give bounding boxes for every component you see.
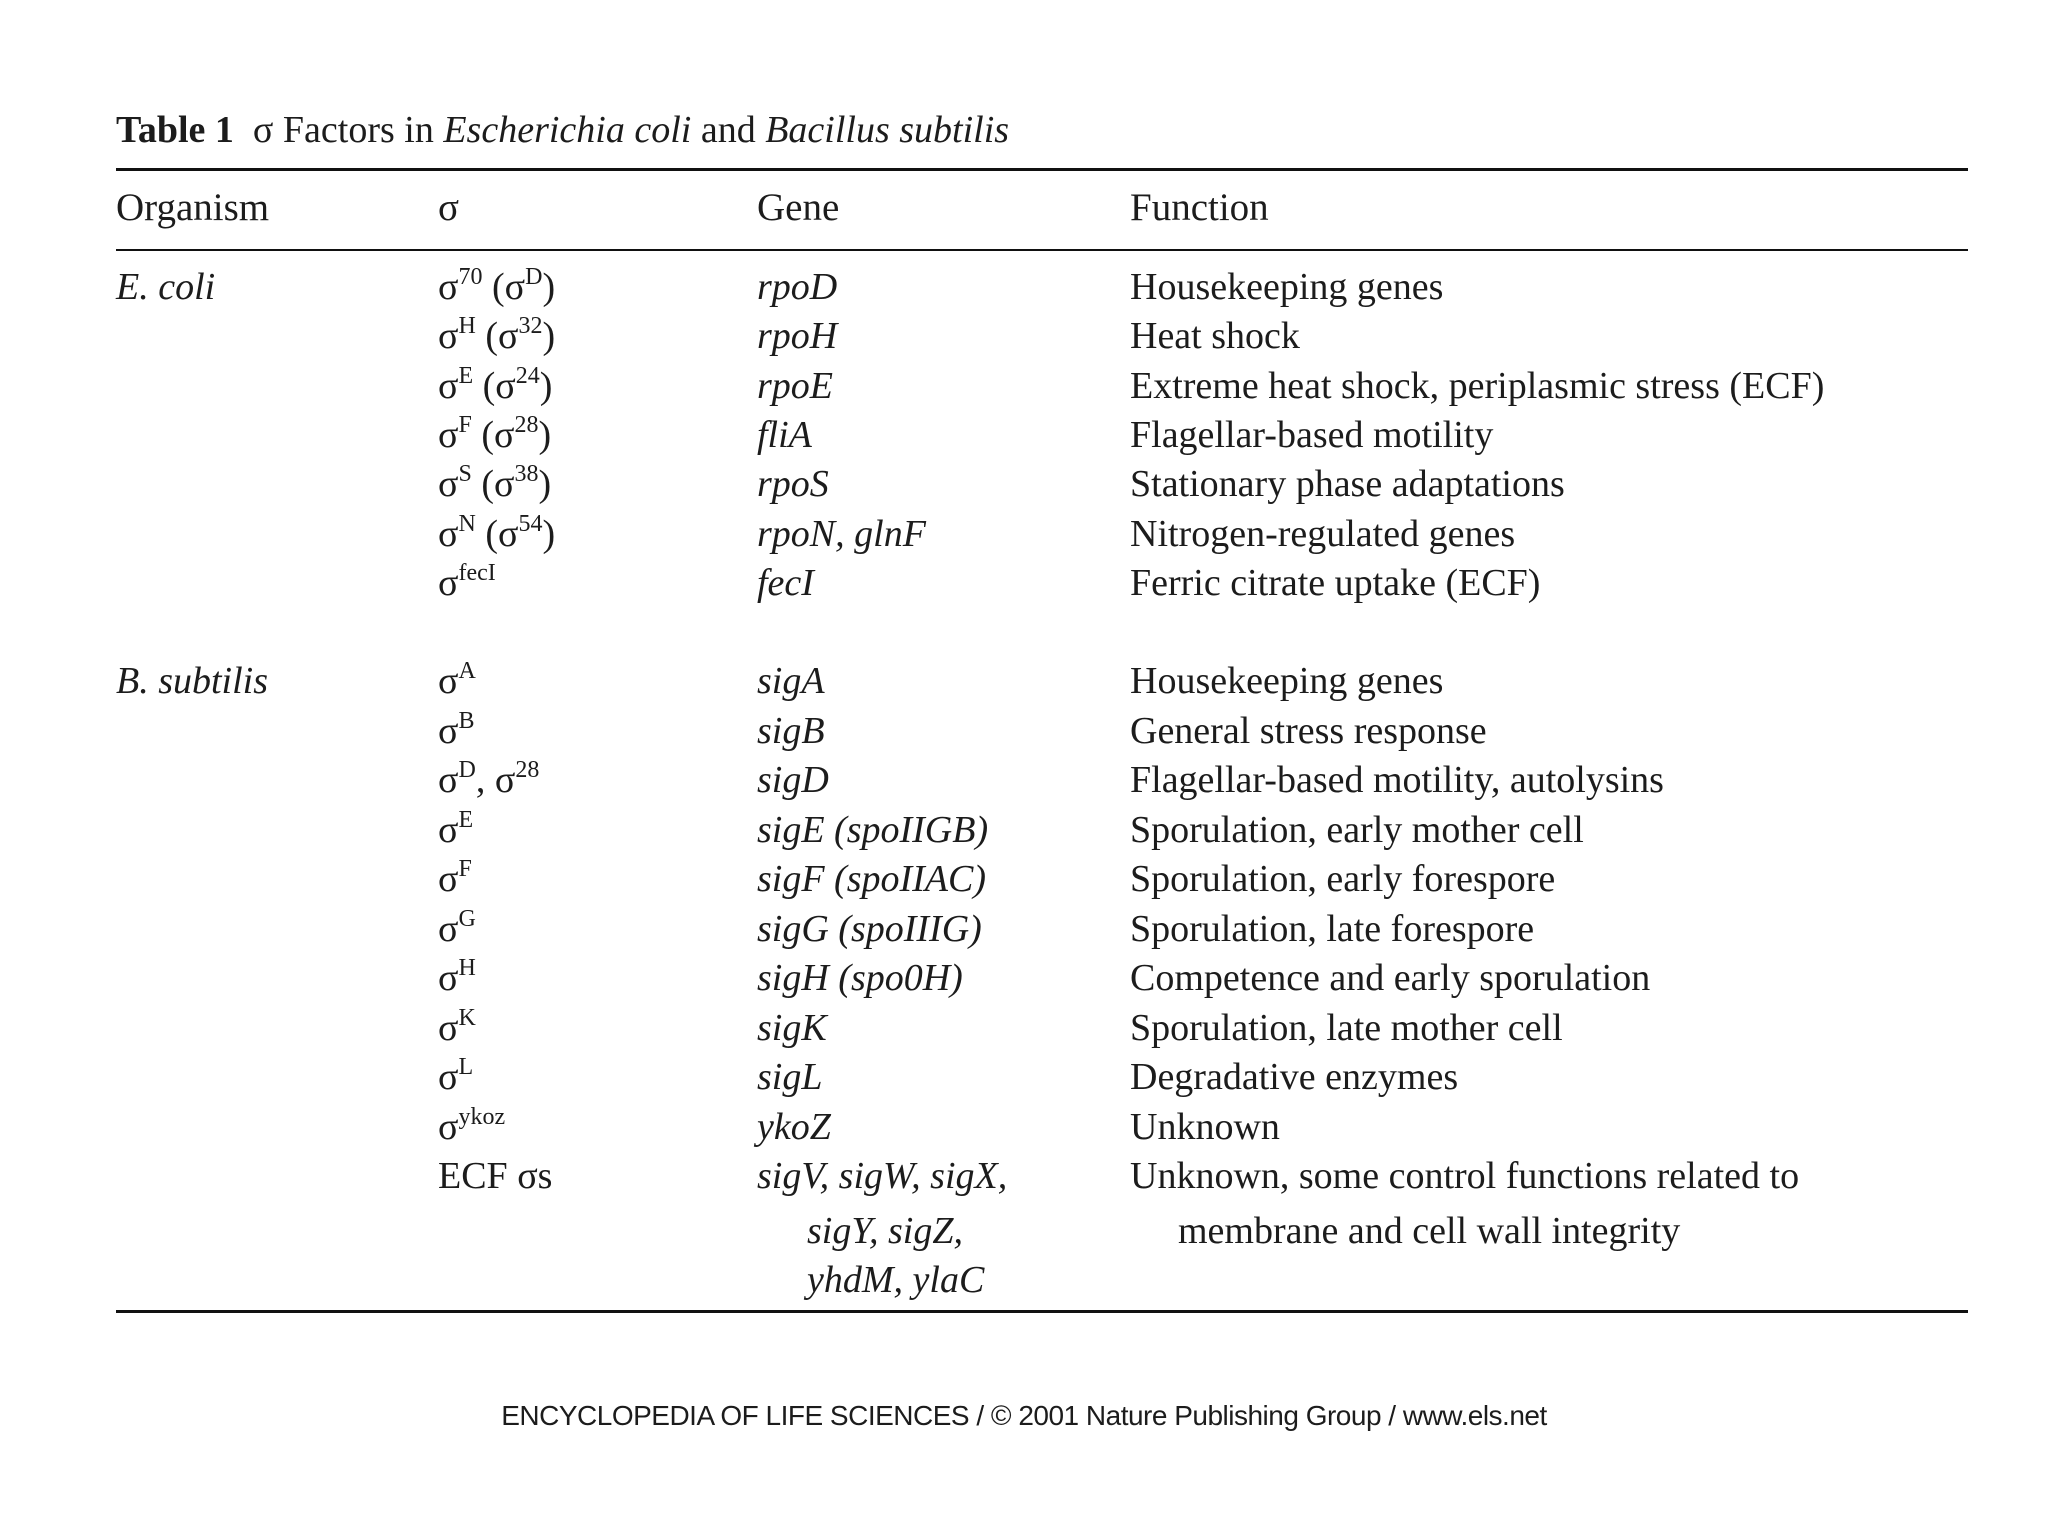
sigma-cell: [438, 956, 476, 1000]
sigma-cell: [438, 413, 551, 457]
sigma-alt-name: (σ: [475, 512, 519, 555]
gene-cell: rpoS: [757, 463, 829, 506]
gene-continuation-2: yhdM, ylaC: [807, 1259, 985, 1301]
gene-cell: ykoZ: [757, 1105, 831, 1148]
gene-cell: sigB: [757, 709, 825, 752]
function-cell: Flagellar-based motility: [1130, 413, 1494, 456]
function-cell: Degradative enzymes: [1130, 1056, 1459, 1098]
gene-cell: sigL: [757, 1056, 823, 1098]
sigma-symbol: σ: [438, 561, 459, 604]
sigma-alt-name: (σ: [471, 463, 515, 506]
sigma-superscript: F: [458, 856, 472, 882]
function-cell: Extreme heat shock, periplasmic stress (ECF): [1130, 364, 1825, 407]
sigma-symbol: σ: [438, 463, 459, 506]
gene-cell: sigV, sigW, sigX,: [757, 1155, 1008, 1197]
sigma-superscript: B: [458, 707, 475, 734]
sigma-symbol: σ: [438, 808, 459, 851]
sigma-superscript: D: [458, 757, 476, 783]
sigma-alt-superscript: 28: [514, 411, 539, 438]
function-cell: Housekeeping genes: [1130, 266, 1444, 308]
sigma-cell: [438, 462, 551, 506]
sigma-superscript: E: [458, 806, 474, 833]
sigma-symbol: σ: [438, 858, 459, 900]
header-function: Function: [1130, 186, 1269, 229]
sigma-superscript: H: [458, 955, 476, 981]
function-cell: Nitrogen-regulated genes: [1130, 512, 1516, 555]
sigma-cell: [438, 709, 475, 753]
table-header-rule: [116, 249, 1968, 251]
sigma-superscript: 70: [458, 264, 483, 290]
sigma-symbol: σ: [438, 957, 459, 999]
sigma-superscript: S: [458, 461, 472, 488]
caption-species-1: Escherichia coli: [443, 109, 692, 151]
sigma-alt-superscript: 32: [518, 313, 543, 340]
gene-cell: sigG (spoIIIG): [757, 907, 982, 950]
gene-cell: sigK: [757, 1006, 827, 1049]
sigma-alt-superscript: 24: [515, 362, 540, 389]
function-cell: General stress response: [1130, 709, 1487, 752]
gene-cell: rpoE: [757, 364, 833, 407]
gene-cell: sigH (spo0H): [757, 957, 963, 999]
function-cell: Heat shock: [1130, 315, 1300, 358]
sigma-cell: [438, 659, 476, 703]
gene-cell: sigE (spoIIGB): [757, 808, 989, 851]
caption-and: and: [691, 109, 766, 151]
sigma-symbol: σ: [438, 315, 459, 358]
sigma-alt-superscript: 28: [515, 757, 540, 783]
sigma-cell: [438, 265, 555, 309]
function-continuation: membrane and cell wall integrity: [1178, 1210, 1681, 1252]
sigma-superscript: F: [458, 411, 472, 438]
sigma-symbol: σ: [438, 709, 459, 752]
sigma-superscript: G: [458, 905, 476, 932]
function-cell: Sporulation, early mother cell: [1130, 808, 1584, 851]
sigma-alt-name: (σ: [475, 315, 519, 358]
gene-cell: rpoN, glnF: [757, 512, 926, 555]
sigma-alt-name: (σ: [471, 413, 515, 456]
sigma-alt-close: ): [538, 413, 552, 456]
sigma-symbol: σ: [438, 1006, 459, 1049]
gene-cell: sigA: [757, 660, 825, 702]
sigma-symbol: σ: [438, 660, 459, 702]
sigma-symbol: σ: [438, 266, 459, 308]
sigma-alt-name: (σ: [482, 266, 526, 308]
gene-cell: rpoH: [757, 315, 838, 358]
function-cell: Unknown, some control functions related to: [1130, 1155, 1800, 1197]
gene-cell: sigF (spoIIAC): [757, 858, 987, 900]
function-cell: Unknown: [1130, 1105, 1280, 1148]
organism-b-subtilis: B. subtilis: [116, 660, 269, 702]
function-cell: Ferric citrate uptake (ECF): [1130, 561, 1541, 604]
sigma-alt-superscript: 38: [514, 461, 539, 488]
sigma-symbol: σ: [438, 413, 459, 456]
sigma-alt-name: (σ: [473, 364, 516, 407]
sigma-alt-name: , σ: [475, 759, 516, 801]
caption-prefix: σ Factors in: [252, 109, 444, 151]
sigma-superscript: N: [458, 510, 476, 537]
sigma-symbol: σ: [438, 512, 459, 555]
sigma-symbol: σ: [438, 1056, 459, 1098]
sigma-alt-close: ): [542, 266, 556, 308]
gene-continuation-1: sigY, sigZ,: [807, 1210, 963, 1252]
sigma-alt-close: ): [539, 364, 553, 407]
table-bottom-rule: [116, 1310, 1968, 1313]
sigma-alt-close: ): [542, 512, 556, 555]
page-footer: ENCYCLOPEDIA OF LIFE SCIENCES / © 2001 Nature Publishing Group / www.els.net: [501, 1400, 1547, 1431]
sigma-cell: [438, 1154, 552, 1198]
sigma-cell: [438, 512, 555, 556]
function-cell: Sporulation, late forespore: [1130, 907, 1535, 950]
function-cell: Sporulation, late mother cell: [1130, 1006, 1563, 1049]
sigma-cell: [438, 561, 496, 605]
sigma-superscript: fecI: [458, 559, 496, 586]
sigma-superscript: E: [458, 362, 474, 389]
gene-cell: sigD: [757, 759, 829, 801]
table-top-rule: [116, 168, 1968, 171]
sigma-symbol: σ: [438, 364, 459, 407]
sigma-superscript: K: [458, 1004, 476, 1031]
function-cell: Housekeeping genes: [1130, 660, 1444, 702]
sigma-cell: [438, 1006, 476, 1050]
gene-cell: fliA: [757, 413, 812, 456]
sigma-symbol: σ: [438, 1105, 459, 1148]
header-gene: Gene: [757, 186, 840, 229]
gene-cell: rpoD: [757, 266, 838, 308]
sigma-cell: [438, 808, 473, 852]
header-sigma: σ: [438, 186, 460, 229]
sigma-cell: [438, 758, 539, 802]
function-cell: Flagellar-based motility, autolysins: [1130, 759, 1664, 801]
sigma-superscript: ykoz: [458, 1103, 506, 1130]
gene-cell: fecI: [757, 561, 814, 604]
sigma-superscript: A: [458, 658, 476, 684]
sigma-symbol: σ: [438, 759, 459, 801]
sigma-alt-superscript: 54: [518, 510, 543, 537]
sigma-symbol: σ: [438, 907, 459, 950]
sigma-cell: [438, 907, 476, 951]
organism-e-coli: E. coli: [116, 266, 216, 308]
sigma-symbol: ECF σs: [438, 1155, 553, 1197]
sigma-cell: [438, 364, 552, 408]
header-organism: Organism: [116, 186, 270, 229]
sigma-cell: [438, 857, 472, 901]
sigma-alt-close: ): [542, 315, 556, 358]
sigma-cell: [438, 1055, 473, 1099]
sigma-superscript: H: [458, 313, 476, 340]
sigma-cell: [438, 314, 555, 358]
sigma-alt-close: ): [538, 463, 552, 506]
sigma-alt-superscript: D: [525, 264, 543, 290]
table-caption: [116, 108, 1009, 152]
table-label: Table 1: [116, 109, 234, 151]
sigma-cell: [438, 1105, 505, 1149]
sigma-superscript: L: [458, 1054, 474, 1080]
caption-species-2: Bacillus subtilis: [765, 109, 1010, 151]
function-cell: Competence and early sporulation: [1130, 957, 1651, 999]
function-cell: Stationary phase adaptations: [1130, 463, 1565, 506]
function-cell: Sporulation, early forespore: [1130, 858, 1556, 900]
